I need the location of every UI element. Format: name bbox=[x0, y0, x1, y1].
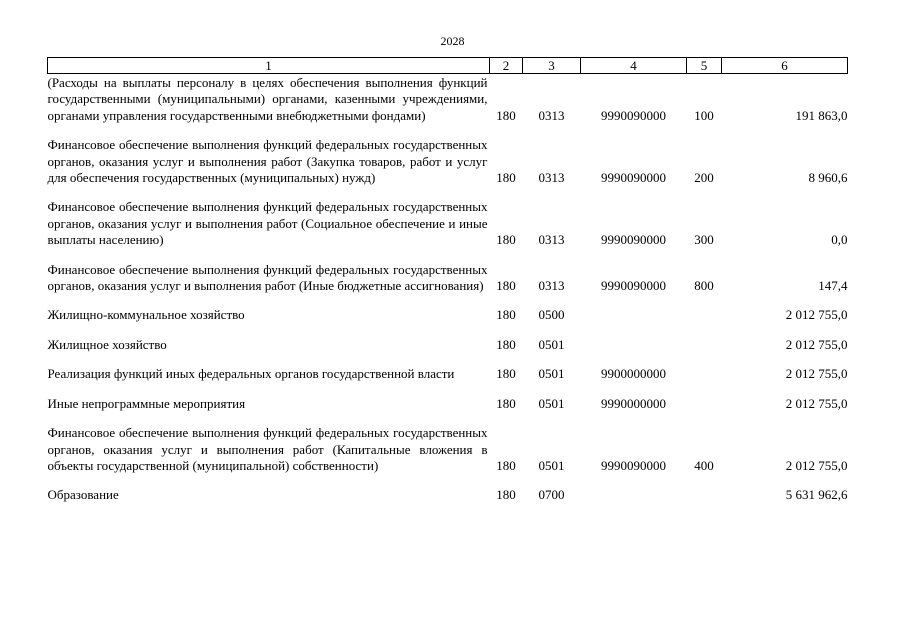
row-target-code bbox=[581, 476, 687, 505]
row-ministry-code: 180 bbox=[496, 278, 516, 294]
row-amount: 5 631 962,6 bbox=[785, 487, 848, 503]
row-target-code: 9990090000 bbox=[601, 232, 666, 248]
row-ministry-code: 180 bbox=[496, 395, 516, 411]
row-target-code: 9990090000 bbox=[601, 457, 666, 473]
row-amount: 2 012 755,0 bbox=[785, 395, 848, 411]
column-header-5: 5 bbox=[687, 58, 722, 74]
table-row bbox=[48, 476, 848, 505]
row-expense-type bbox=[687, 476, 722, 505]
row-expense-type bbox=[687, 355, 722, 384]
row-name: Иные непрограммные мероприятия bbox=[47, 395, 246, 411]
row-amount: 2 012 755,0 bbox=[785, 336, 848, 352]
row-ministry-code: 180 bbox=[496, 487, 516, 503]
row-amount: 0,0 bbox=[831, 232, 848, 248]
row-name: (Расходы на выплаты персоналу в целях обеспечения выполнения функций государственными (муниципальными) органами, казенными учреждениями, органами управления государственными внебюджетными фондами) bbox=[47, 75, 488, 123]
row-target-code: 9990090000 bbox=[601, 107, 666, 123]
row-section-code: 0500 bbox=[538, 307, 565, 323]
row-expense-type: 400 bbox=[694, 457, 714, 473]
row-section-code: 0501 bbox=[538, 457, 565, 473]
row-section-code: 0501 bbox=[538, 366, 565, 382]
table-row bbox=[48, 188, 848, 250]
row-ministry-code: 180 bbox=[496, 457, 516, 473]
row-expense-type: 800 bbox=[694, 278, 714, 294]
row-ministry-code: 180 bbox=[496, 232, 516, 248]
row-amount: 191 863,0 bbox=[795, 107, 848, 123]
row-name: Финансовое обеспечение выполнения функций федеральных государственных органов, оказания услуг и выполнения работ (Закупка товаров, работ и услуг для обеспечения государственных (муниципальных) нужд) bbox=[47, 137, 488, 186]
row-name: Образование bbox=[47, 487, 119, 503]
row-target-code: 9990000000 bbox=[601, 395, 666, 411]
row-expense-type: 200 bbox=[694, 170, 714, 186]
row-amount: 8 960,6 bbox=[808, 170, 848, 186]
table-header bbox=[48, 58, 848, 74]
row-expense-type: 100 bbox=[694, 107, 714, 123]
table-body bbox=[48, 74, 848, 506]
table-row bbox=[48, 326, 848, 355]
row-amount: 2 012 755,0 bbox=[785, 457, 848, 473]
row-expense-type: 300 bbox=[694, 232, 714, 248]
row-section-code: 0501 bbox=[538, 395, 565, 411]
row-target-code: 9900000000 bbox=[601, 366, 666, 382]
table-row bbox=[48, 251, 848, 297]
row-expense-type bbox=[687, 385, 722, 414]
row-amount: 2 012 755,0 bbox=[785, 307, 848, 323]
column-header-6: 6 bbox=[722, 58, 848, 74]
header-row bbox=[48, 58, 848, 74]
table-row bbox=[48, 126, 848, 188]
row-target-code bbox=[581, 326, 687, 355]
row-expense-type bbox=[687, 296, 722, 325]
row-amount: 147,4 bbox=[818, 278, 848, 294]
row-section-code: 0313 bbox=[538, 278, 565, 294]
row-target-code: 9990090000 bbox=[601, 170, 666, 186]
column-header-3: 3 bbox=[523, 58, 581, 74]
row-target-code: 9990090000 bbox=[601, 278, 666, 294]
row-section-code: 0313 bbox=[538, 232, 565, 248]
row-section-code: 0313 bbox=[538, 107, 565, 123]
row-name: Жилищно-коммунальное хозяйство bbox=[47, 307, 245, 323]
row-name: Финансовое обеспечение выполнения функций федеральных государственных органов, оказания услуг и выполнения работ (Иные бюджетные ассигнования) bbox=[47, 261, 488, 294]
row-amount: 2 012 755,0 bbox=[785, 366, 848, 382]
row-ministry-code: 180 bbox=[496, 366, 516, 382]
column-header-4: 4 bbox=[581, 58, 687, 74]
table-row bbox=[48, 296, 848, 325]
row-target-code bbox=[581, 296, 687, 325]
table-row bbox=[48, 414, 848, 476]
row-ministry-code: 180 bbox=[496, 307, 516, 323]
row-section-code: 0501 bbox=[538, 336, 565, 352]
page-number: 2028 bbox=[440, 34, 465, 48]
column-header-1: 1 bbox=[48, 58, 490, 74]
row-name: Финансовое обеспечение выполнения функций федеральных государственных органов, оказания услуг и выполнения работ (Социальное обеспечение и иные выплаты населению) bbox=[47, 199, 488, 248]
row-section-code: 0313 bbox=[538, 170, 565, 186]
row-ministry-code: 180 bbox=[496, 336, 516, 352]
table-row bbox=[48, 355, 848, 384]
row-expense-type bbox=[687, 326, 722, 355]
row-name: Финансовое обеспечение выполнения функций федеральных государственных органов, оказания услуг и выполнения работ (Капитальные вложения в объекты государственной (муниципальной) собственности) bbox=[47, 425, 488, 473]
column-header-2: 2 bbox=[490, 58, 523, 74]
row-section-code: 0700 bbox=[538, 487, 565, 503]
row-name: Жилищное хозяйство bbox=[47, 336, 167, 352]
row-name: Реализация функций иных федеральных органов государственной власти bbox=[47, 366, 455, 382]
table-row bbox=[48, 74, 848, 127]
budget-table bbox=[47, 57, 848, 506]
table-row bbox=[48, 385, 848, 414]
row-ministry-code: 180 bbox=[496, 170, 516, 186]
row-ministry-code: 180 bbox=[496, 107, 516, 123]
